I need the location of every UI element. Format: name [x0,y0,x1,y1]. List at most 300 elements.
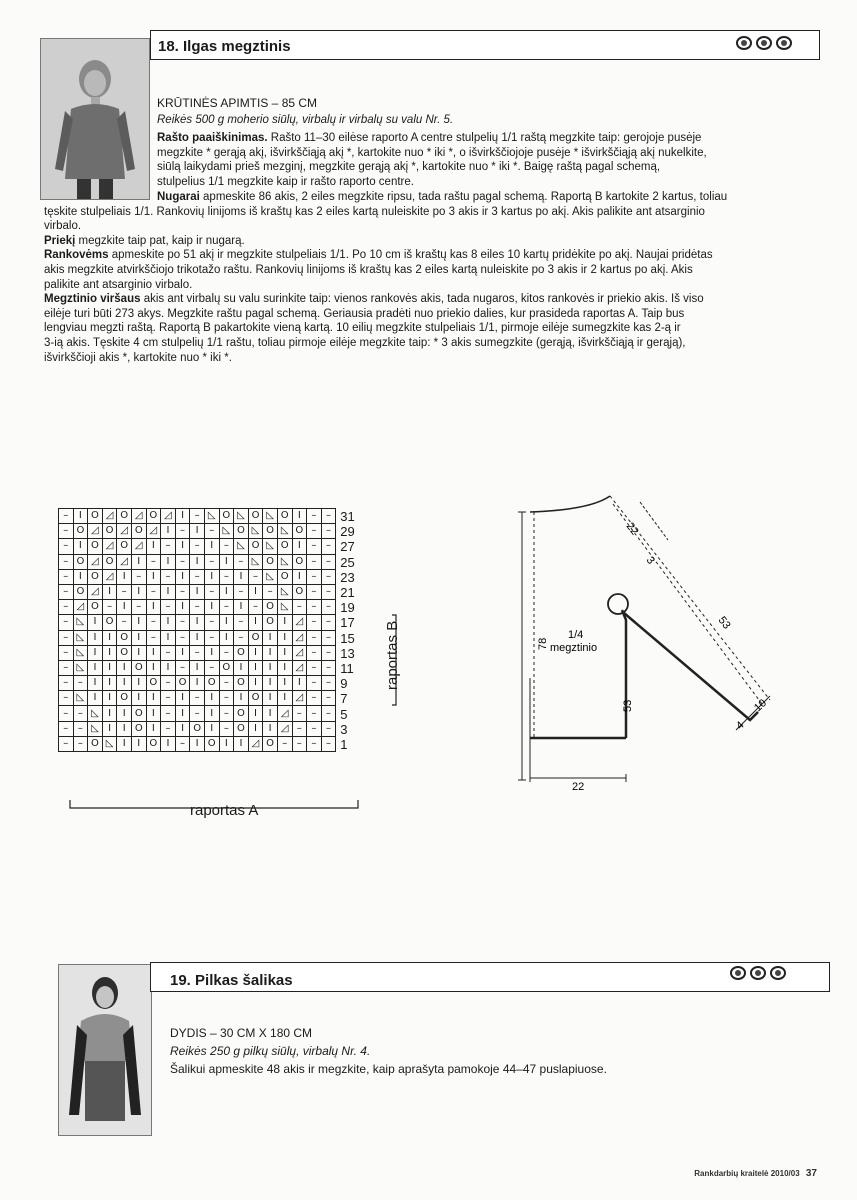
chart-cell: O [204,676,219,691]
chart-cell: ◿ [88,554,103,569]
chart-cell: I [190,615,205,630]
chart-cell: I [190,630,205,645]
chart-cell: – [59,600,74,615]
chart-cell: – [131,569,146,584]
dim-4: 4 [733,719,747,733]
chart-cell: – [321,630,336,645]
chart-cell: I [175,706,190,721]
chart-row-number: 27 [340,539,355,555]
chart-cell: I [117,600,132,615]
chart-cell: – [190,569,205,584]
chart-cell: ◺ [263,539,278,554]
chart-cell: I [219,615,234,630]
chart-cell: O [117,691,132,706]
chart-cell: O [175,676,190,691]
chart-cell: I [219,630,234,645]
chart-cell: I [190,676,205,691]
chart-cell: O [88,569,103,584]
label-front: Priekį [44,234,76,247]
chart-cell: – [146,615,161,630]
chart-cell: – [161,569,176,584]
chart-cell: ◿ [88,524,103,539]
text-line: apmeskite 86 akis, 2 eiles megzkite ripsu, tada raštu pagal schemą. Raportą B kartokite 2 kartus, toliau [199,191,728,203]
chart-cell: – [307,509,322,524]
chart-cell: I [234,600,249,615]
chart-cell: I [161,584,176,599]
chart-cell: – [59,569,74,584]
chart-cell: I [73,569,88,584]
chart-cell: – [175,615,190,630]
chart-cell: I [102,721,117,736]
chart-cell: – [59,660,74,675]
chart-cell: O [88,509,103,524]
chart-cell: – [248,600,263,615]
chart-cell: – [59,736,74,751]
text-line: megzkite * gerąją akį, išvirkščiąją akį *, kartokite nuo * iki *, o išvirkščiojoje pusėje * išvirkščiąją akį nukelkite, [157,146,707,159]
chart-cell: – [307,660,322,675]
chart-cell: – [59,691,74,706]
chart-cell: – [277,736,292,751]
chart-cell: – [321,539,336,554]
chart-cell: O [234,645,249,660]
chart-cell: – [219,691,234,706]
chart-cell: ◺ [263,569,278,584]
chart-cell: – [161,539,176,554]
chart-cell: O [117,539,132,554]
chart-cell: I [161,615,176,630]
chart-cell: I [146,600,161,615]
chart-cell: ◿ [117,554,132,569]
chart-cell: I [292,509,307,524]
label-sleeves: Rankovėms [44,249,109,262]
chart-cell: ◺ [234,539,249,554]
chart-cell: – [307,736,322,751]
chart-cell: ◿ [102,569,117,584]
chart-cell: O [234,524,249,539]
chart-cell: – [204,615,219,630]
chart-cell: I [190,584,205,599]
chart-cell: – [219,569,234,584]
chart-cell: I [146,721,161,736]
chart-cell: – [219,645,234,660]
chart-row-number: 1 [340,736,348,752]
chart-cell: – [161,691,176,706]
pattern-18-instructions [44,190,814,365]
chart-cell: I [117,706,132,721]
text-line: 3-ią akis. Tęskite 4 cm stulpelių 1/1 raštu, toliau pirmoje eilėje megzkite taip: * 3 akis sumegzkite (gerąją, išvirkščiąją ir gerąją), [44,336,686,349]
chart-cell: ◿ [292,630,307,645]
chart-cell: – [190,691,205,706]
chart-cell: O [146,736,161,751]
chart-cell: – [321,736,336,751]
chart-cell: – [321,706,336,721]
model-photo-19 [58,964,152,1136]
chart-cell: – [321,645,336,660]
chart-cell: I [234,691,249,706]
text-line: palikite ant atsarginio virbalo. [44,278,193,291]
yarn-ball-icon [756,36,772,50]
chart-cell: ◺ [88,706,103,721]
text-line: Rašto 11–30 eilėse raporto A centre stulpelių 1/1 raštą megzkite taip: gerojoje pusėje [270,132,702,144]
chart-cell: – [190,645,205,660]
pattern-18-title: 18. Ilgas megztinis [158,38,291,55]
chart-cell: – [161,706,176,721]
chart-cell: ◿ [292,645,307,660]
chart-cell: – [234,630,249,645]
chart-cell: – [102,600,117,615]
text-line: akis megzkite atvirkščiojo trikotažo raštu. Rankovių linijoms iš kraštų kas 2 eiles kartą nuleiskite po 3 akis ir 2 kartus po akį. Akis [44,263,693,276]
chart-row-number: 31 [340,509,355,525]
chart-cell: I [102,630,117,645]
chart-cell: – [73,721,88,736]
chart-cell: O [146,676,161,691]
chart-cell: – [307,584,322,599]
label-back: Nugarai [157,191,200,203]
chart-cell: – [307,569,322,584]
chart-cell: – [146,630,161,645]
chart-cell: I [117,736,132,751]
chart-row-number: 17 [340,615,355,631]
chart-cell: ◺ [73,615,88,630]
chart-cell: – [117,615,132,630]
chart-cell: ◿ [292,615,307,630]
chart-cell: I [277,660,292,675]
chart-cell: I [248,706,263,721]
chart-row-number: 9 [340,676,348,692]
chart-cell: I [146,645,161,660]
chart-cell: – [175,660,190,675]
dim-10: 10 [751,697,770,715]
chart-cell: I [117,721,132,736]
chart-cell: – [307,600,322,615]
yarn-ball-icon [730,966,746,980]
chart-cell: I [161,630,176,645]
chart-cell: I [102,584,117,599]
chart-cell: – [219,539,234,554]
chart-cell: – [307,676,322,691]
chart-cell: I [88,645,103,660]
chart-cell: I [219,554,234,569]
chart-cell: O [263,615,278,630]
chart-cell: I [161,554,176,569]
chart-cell: ◿ [117,524,132,539]
chart-row-number: 19 [340,600,355,616]
chart-cell: I [131,554,146,569]
chart-cell: ◺ [248,554,263,569]
chart-row-number: 5 [340,706,348,722]
raportas-b-label: raportas B [384,620,401,690]
chart-cell: ◿ [277,721,292,736]
chart-cell: I [234,660,249,675]
chart-row-number: 29 [340,524,355,540]
chart-cell: – [175,524,190,539]
chart-cell: I [175,721,190,736]
dim-22: 22 [572,781,585,793]
chart-cell: I [263,721,278,736]
chart-cell: I [175,600,190,615]
chart-cell: I [277,691,292,706]
dim-78: 78 [537,637,549,650]
chart-cell: – [161,676,176,691]
chart-cell: – [234,615,249,630]
chart-cell: – [59,509,74,524]
chart-cell: I [190,524,205,539]
chart-cell: I [190,736,205,751]
chart-cell: I [190,554,205,569]
chart-cell: I [161,736,176,751]
chart-cell: I [219,736,234,751]
difficulty-rating-18 [736,36,792,50]
chart-cell: O [234,721,249,736]
chart-cell: I [146,539,161,554]
chart-cell: – [307,554,322,569]
chart-cell: ◺ [73,660,88,675]
chart-cell: I [88,630,103,645]
chart-cell: O [263,524,278,539]
chart-cell: – [219,721,234,736]
chart-cell: I [175,509,190,524]
raportas-a-label: raportas A [190,802,259,819]
pattern-19-materials: Reikės 250 g pilkų siūlų, virbalų Nr. 4. [170,1044,371,1058]
chart-cell: I [204,539,219,554]
chart-cell: I [88,615,103,630]
chart-cell: – [117,584,132,599]
chart-cell: ◿ [131,509,146,524]
person-photo-icon [41,39,149,199]
chart-cell: ◺ [73,630,88,645]
chart-cell: I [146,660,161,675]
chart-cell: I [175,539,190,554]
chart-cell: I [204,645,219,660]
chart-cell: O [102,615,117,630]
chart-cell: O [248,539,263,554]
chart-cell: I [277,615,292,630]
chart-cell: O [146,509,161,524]
chart-cell: – [307,539,322,554]
chart-cell: I [131,736,146,751]
chart-cell: – [292,721,307,736]
pattern-19-size: DYDIS – 30 CM X 180 CM [170,1026,313,1040]
person-photo-icon [59,965,151,1135]
chart-cell: ◺ [73,691,88,706]
chart-cell: – [292,600,307,615]
chart-cell: – [146,554,161,569]
chart-cell: ◿ [88,584,103,599]
chart-row-number: 7 [340,691,348,707]
chart-cell: ◿ [292,691,307,706]
chart-cell: I [73,539,88,554]
chart-cell: I [102,691,117,706]
chart-cell: – [59,554,74,569]
chart-cell: I [131,615,146,630]
chart-cell: – [161,600,176,615]
chart-cell: I [248,676,263,691]
yarn-ball-icon [776,36,792,50]
chart-cell: – [59,721,74,736]
chart-cell: ◺ [88,721,103,736]
pattern-18-size: KRŪTINĖS APIMTIS – 85 CM [157,96,318,110]
chart-cell: ◺ [102,736,117,751]
chart-cell: ◿ [131,539,146,554]
chart-cell: ◿ [277,706,292,721]
chart-cell: I [88,691,103,706]
magazine-name: Rankdarbių kraitelė 2010/03 [694,1169,800,1178]
chart-cell: ◺ [204,509,219,524]
chart-cell: ◿ [73,600,88,615]
chart-cell: – [321,660,336,675]
chart-cell: I [219,584,234,599]
chart-row-number: 23 [340,569,355,585]
chart-cell: – [204,524,219,539]
pattern-19-title: 19. Pilkas šalikas [170,972,293,989]
text-line: apmeskite po 51 akį ir megzkite stulpeliais 1/1. Po 10 cm iš kraštų kas 8 eiles 10 kartų pridėkite po akį. Naujai pridėtas [108,249,713,262]
chart-cell: – [59,615,74,630]
chart-cell: – [248,569,263,584]
chart-row-number: 25 [340,554,355,570]
label-pattern-explanation: Rašto paaiškinimas. [157,132,268,144]
label-top: Megztinio viršaus [44,293,141,306]
chart-cell: – [307,524,322,539]
chart-cell: – [59,676,74,691]
chart-cell: ◺ [277,554,292,569]
chart-cell: I [88,660,103,675]
chart-cell: I [248,584,263,599]
chart-cell: – [204,554,219,569]
chart-cell: O [73,584,88,599]
chart-cell: ◺ [277,600,292,615]
chart-cell: I [131,584,146,599]
chart-cell: O [204,736,219,751]
chart-cell: I [117,660,132,675]
text-line: siūlą laikydami prieš mezginį, megzkite gerąją akį *, kartokite nuo * iki *. Baigę raštą pagal schemą, [157,161,661,174]
chart-cell: – [321,569,336,584]
chart-cell: I [175,691,190,706]
chart-cell: I [292,569,307,584]
dim-3: 3 [643,554,657,567]
chart-cell: I [131,676,146,691]
chart-cell: I [73,509,88,524]
chart-cell: I [263,630,278,645]
dim-53-left: 53 [622,699,634,712]
schematic-label-piece: megztinio [550,642,598,654]
chart-cell: – [146,584,161,599]
chart-cell: I [292,539,307,554]
chart-cell: I [102,660,117,675]
chart-row-number: 11 [340,660,354,676]
pattern-18-materials: Reikės 500 g moherio siūlų, virbalų ir virbalų su valu Nr. 5. [157,114,454,126]
chart-cell: ◺ [263,509,278,524]
text-line: lengviau megzti raštą. Raportą B pakartokite vieną kartą. 10 eilių megzkite stulpeliais 1/1, pirmoje eilėje sumegzkite kas 2-ą ir [44,322,681,335]
chart-cell: – [321,600,336,615]
chart-cell: – [307,706,322,721]
yarn-ball-icon [736,36,752,50]
yarn-ball-icon [750,966,766,980]
chart-cell: O [219,509,234,524]
chart-cell: – [234,584,249,599]
chart-cell: I [277,676,292,691]
text-line: virbalo. [44,220,82,233]
chart-row-number: 15 [340,630,355,646]
chart-cell: O [277,539,292,554]
chart-cell: O [219,660,234,675]
chart-cell: O [131,706,146,721]
chart-cell: – [59,706,74,721]
chart-cell: O [248,691,263,706]
chart-cell: ◿ [292,660,307,675]
chart-cell: I [234,736,249,751]
chart-cell: ◿ [102,509,117,524]
chart-cell: ◿ [146,524,161,539]
chart-cell: O [117,509,132,524]
chart-cell: I [146,569,161,584]
chart-cell: – [175,630,190,645]
chart-cell: I [204,721,219,736]
chart-cell: ◺ [277,524,292,539]
chart-cell: – [161,721,176,736]
chart-cell: – [263,584,278,599]
chart-cell: I [131,691,146,706]
chart-cell: – [190,539,205,554]
raportas-brackets [58,505,398,825]
chart-cell: O [263,736,278,751]
chart-cell: ◿ [248,736,263,751]
chart-cell: O [263,554,278,569]
chart-cell: I [161,524,176,539]
chart-cell: – [204,660,219,675]
chart-cell: I [277,645,292,660]
chart-cell: O [131,524,146,539]
chart-cell: I [248,721,263,736]
chart-cell: – [292,736,307,751]
chart-cell: – [73,706,88,721]
chart-cell: – [131,600,146,615]
chart-cell: – [73,676,88,691]
chart-cell: – [321,554,336,569]
difficulty-rating-19 [730,966,786,980]
chart-cell: O [277,509,292,524]
chart-cell: I [248,645,263,660]
chart-cell: O [248,630,263,645]
chart-cell: ◿ [102,539,117,554]
chart-row-number: 21 [340,585,355,601]
chart-cell: I [292,676,307,691]
chart-cell: O [292,554,307,569]
model-photo-18 [40,38,150,200]
chart-cell: I [204,569,219,584]
chart-cell: – [307,721,322,736]
garment-schematic [500,480,800,810]
page-footer [694,1168,817,1179]
chart-cell: – [59,524,74,539]
chart-cell: – [307,645,322,660]
chart-cell: O [292,524,307,539]
chart-cell: I [263,660,278,675]
chart-cell: I [146,691,161,706]
chart-cell: I [131,645,146,660]
chart-cell: – [307,615,322,630]
chart-cell: – [321,615,336,630]
chart-cell: I [190,660,205,675]
chart-cell: I [248,615,263,630]
chart-cell: ◺ [248,524,263,539]
chart-cell: O [190,721,205,736]
chart-cell: – [234,554,249,569]
chart-cell: I [263,676,278,691]
text-line: akis ant virbalų su valu surinkite taip: vienos rankovės akis, tada nugaros, kitos rankovės ir priekio akis. Iš viso [140,293,704,306]
dim-53-diag: 53 [715,614,733,632]
chart-cell: O [102,524,117,539]
dim-22-top: 22 [623,520,641,538]
